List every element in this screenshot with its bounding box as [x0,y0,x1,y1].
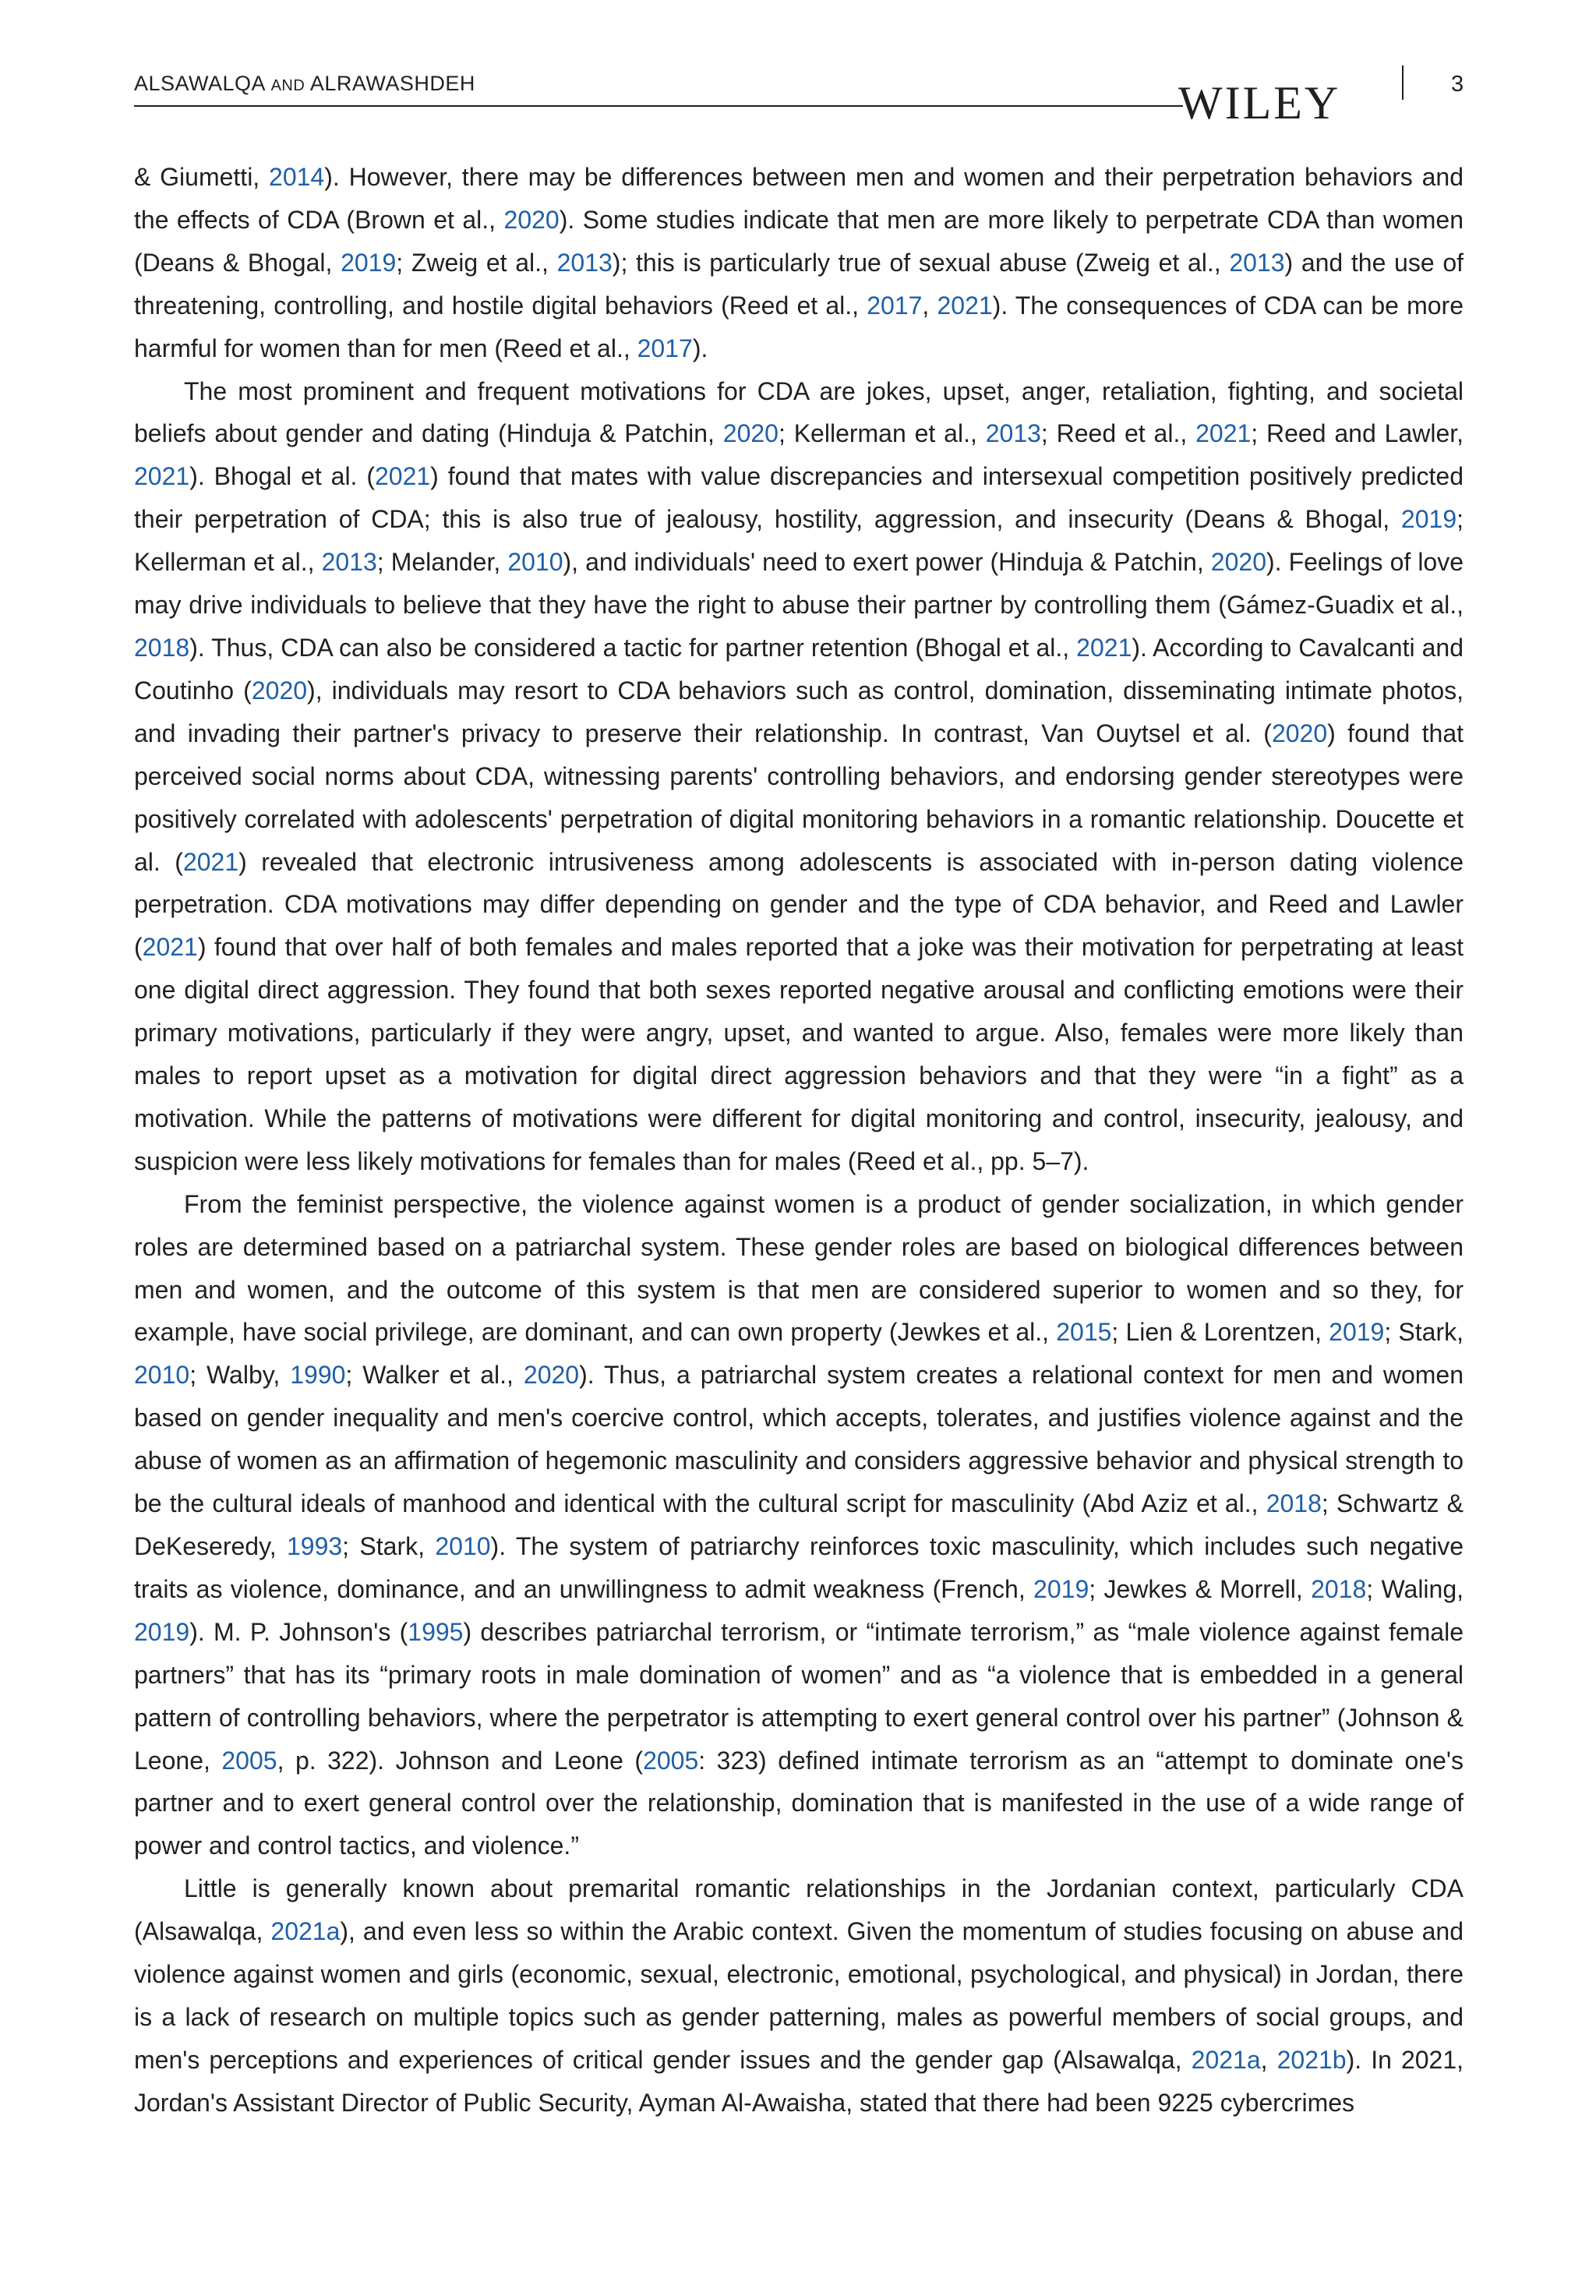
citation-link[interactable]: 2021 [937,291,993,320]
citation-link[interactable]: 2021 [182,847,239,876]
page-header [134,65,1464,129]
citation-link[interactable]: 2021a [270,1917,341,1946]
article-body [134,156,1464,2125]
citation-link[interactable]: 2010 [507,548,563,577]
paragraph: From the feminist perspective, the violence against women is a product of gender socialization, in which gender roles are determined based on a patriarchal system. These gender roles are based on biological differences between men and women, and the outcome of this system is that men are considered superior to women and so they, for example, have social privilege, are dominant, and can own property (Jewkes et al., 2015; Lien & Lorentzen, 2019; Stark, 2010; Walby, 1990; Walker et al., 2020). Thus, a patriarchal system creates a relational context for men and women based on gender inequality and men's coercive control, which accepts, tolerates, and justifies violence against and the abuse of women as an affirmation of hegemonic masculinity and considers aggressive behavior and physical strength to be the cultural ideals of manhood and identical with the cultural script for masculinity (Abd Aziz et al., 2018; Schwartz & DeKeseredy, 1993; Stark, 2010). The system of patriarchy reinforces toxic masculinity, which includes such negative traits as violence, dominance, and an unwillingness to admit weakness (French, 2019; Jewkes & Morrell, 2018; Waling, 2019). M. P. Johnson's (1995) describes patriarchal terrorism, or “intimate terrorism,” as “male violence against female partners” that has its “primary roots in male domination of women” and as “a violence that is embedded in a general pattern of controlling behaviors, where the perpetrator is attempting to exert general control over his partner” (Johnson & Leone, 2005, p. 322). Johnson and Leone (2005: 323) defined intimate terrorism as an “attempt to dominate one's partner and to exert general control over the relationship, domination that is manifested in the use of a wide range of power and control tactics, and violence.” [134,1189,1464,1860]
citation-link[interactable]: 2021 [1195,419,1252,448]
citation-link[interactable]: 2021 [142,933,198,962]
page-number: 3 [1451,72,1464,97]
citation-link[interactable]: 2019 [1033,1574,1089,1603]
citation-link[interactable]: 2014 [269,163,325,191]
citation-link[interactable]: 2019 [1400,505,1457,534]
citation-link[interactable]: 2020 [523,1361,580,1390]
citation-link[interactable]: 2021 [134,462,190,491]
citation-link[interactable]: 2020 [1210,548,1266,577]
citation-link[interactable]: 2019 [134,1617,190,1646]
citation-link[interactable]: 2005 [221,1746,277,1775]
citation-link[interactable]: 2020 [1271,719,1328,747]
citation-link[interactable]: 2017 [867,291,923,320]
citation-link[interactable]: 1995 [408,1617,464,1646]
citation-link[interactable]: 1993 [286,1532,343,1560]
running-head [134,72,475,96]
citation-link[interactable]: 2005 [643,1746,699,1775]
citation-link[interactable]: 2021 [1076,633,1132,662]
citation-link[interactable]: 2021b [1276,2045,1347,2074]
author-2: ALRAWASHDEH [309,72,475,95]
citation-link[interactable]: 2018 [1266,1489,1322,1518]
citation-link[interactable]: 2019 [341,248,397,277]
citation-link[interactable]: 2015 [1056,1318,1112,1347]
citation-link[interactable]: 2020 [251,676,308,705]
citation-link[interactable]: 2013 [985,419,1041,448]
citation-link[interactable]: 2018 [134,633,190,662]
citation-link[interactable]: 2013 [321,548,377,577]
citation-link[interactable]: 2010 [435,1532,491,1560]
header-divider [1402,65,1404,100]
publisher-logo: WILEY [1178,77,1341,129]
paragraph: Little is generally known about premarital romantic relationships in the Jordanian context, particularly CDA (Alsawalqa, 2021a), and even less so within the Arabic context. Given the momentum of studies focusing on abuse and violence against women and girls (economic, sexual, electronic, emotional, psychological, and physical) in Jordan, there is a lack of research on multiple topics such as gender patterning, males as powerful members of social groups, and men's perceptions and experiences of critical gender issues and the gender gap (Alsawalqa, 2021a, 2021b). In 2021, Jordan's Assistant Director of Public Security, Ayman Al-Awaisha, stated that there had been 9225 cybercrimes [134,1874,1464,2117]
running-head-and: AND [270,77,305,94]
author-1: ALSAWALQA [134,72,265,95]
citation-link[interactable]: 2021 [374,462,431,491]
citation-link[interactable]: 1990 [290,1361,346,1390]
citation-link[interactable]: 2020 [503,205,560,234]
citation-link[interactable]: 2020 [722,419,779,448]
citation-link[interactable]: 2017 [637,334,693,362]
citation-link[interactable]: 2010 [134,1361,190,1390]
citation-link[interactable]: 2018 [1311,1574,1367,1603]
paragraph: & Giumetti, 2014). However, there may be differences between men and women and their perpetration behaviors and the effects of CDA (Brown et al., 2020). Some studies indicate that men are more likely to perpetrate CDA than women (Deans & Bhogal, 2019; Zweig et al., 2013); this is particularly true of sexual abuse (Zweig et al., 2013) and the use of threatening, controlling, and hostile digital behaviors (Reed et al., 2017, 2021). The consequences of CDA can be more harmful for women than for men (Reed et al., 2017). [134,163,1464,362]
citation-link[interactable]: 2021a [1191,2045,1261,2074]
header-rule [134,105,1183,107]
paragraph: The most prominent and frequent motivations for CDA are jokes, upset, anger, retaliation, fighting, and societal beliefs about gender and dating (Hinduja & Patchin, 2020; Kellerman et al., 2013; Reed et al., 2021; Reed and Lawler, 2021). Bhogal et al. (2021) found that mates with value discrepancies and intersexual competition positively predicted their perpetration of CDA; this is also true of jealousy, hostility, aggression, and insecurity (Deans & Bhogal, 2019; Kellerman et al., 2013; Melander, 2010), and individuals' need to exert power (Hinduja & Patchin, 2020). Feelings of love may drive individuals to believe that they have the right to abuse their partner by controlling them (Gámez-Guadix et al., 2018). Thus, CDA can also be considered a tactic for partner retention (Bhogal et al., 2021). According to Cavalcanti and Coutinho (2020), individuals may resort to CDA behaviors such as control, domination, disseminating intimate photos, and invading their partner's privacy to preserve their relationship. In contrast, Van Ouytsel et al. (2020) found that perceived social norms about CDA, witnessing parents' controlling behaviors, and endorsing gender stereotypes were positively correlated with adolescents' perpetration of digital monitoring behaviors in a romantic relationship. Doucette et al. (2021) revealed that electronic intrusiveness among adolescents is associated with in-person dating violence perpetration. CDA motivations may differ depending on gender and the type of CDA behavior, and Reed and Lawler (2021) found that over half of both females and males reported that a joke was their motivation for perpetrating at least one digital direct aggression. They found that both sexes reported negative arousal and conflicting emotions were their primary motivations, particularly if they were angry, upset, and wanted to argue. Also, females were more likely than males to report upset as a motivation for digital direct aggression behaviors and that they were “in a fight” as a motivation. While the patterns of motivations were different for digital monitoring and control, insecurity, jealousy, and suspicion were less likely motivations for females than for males (Reed et al., pp. 5–7). [134,376,1464,1175]
citation-link[interactable]: 2013 [556,248,613,277]
citation-link[interactable]: 2013 [1229,248,1285,277]
citation-link[interactable]: 2019 [1329,1318,1385,1347]
